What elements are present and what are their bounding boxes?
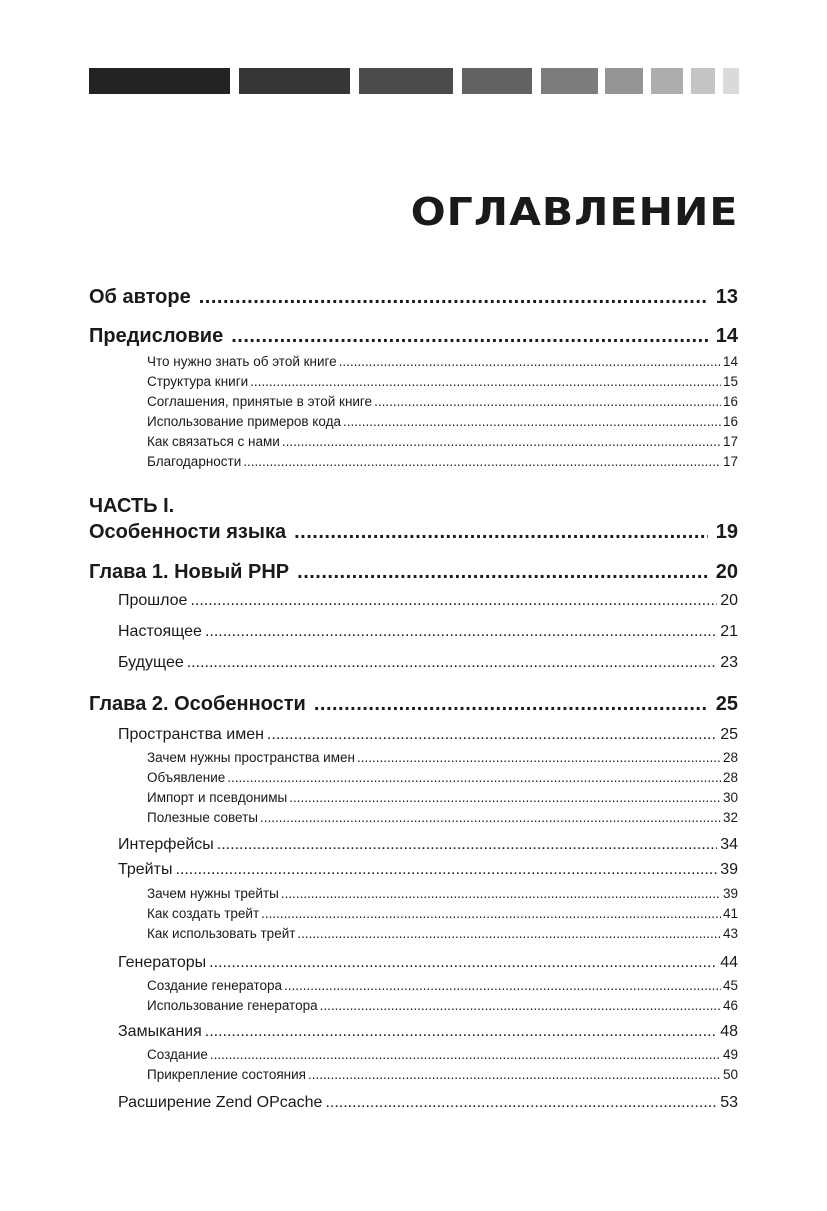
dot-leader bbox=[261, 906, 721, 921]
dot-leader bbox=[267, 726, 717, 744]
toc-entry-page: 41 bbox=[722, 906, 738, 921]
toc-entry-page: 28 bbox=[722, 770, 738, 785]
toc-entry-title: Соглашения, принятые в этой книге bbox=[147, 394, 373, 409]
part-heading: ЧАСТЬ I. bbox=[89, 495, 175, 517]
toc-entry-page: 23 bbox=[720, 654, 738, 671]
toc-entry-title: Создание генератора bbox=[147, 978, 283, 993]
toc-entry[interactable] bbox=[118, 623, 738, 641]
toc-entry[interactable] bbox=[89, 521, 738, 544]
toc-entry[interactable] bbox=[118, 1023, 738, 1041]
toc-entry-title: Использование генератора bbox=[147, 998, 318, 1013]
toc-entry[interactable] bbox=[147, 906, 738, 921]
toc-entry[interactable] bbox=[147, 926, 738, 941]
toc-entry-page: 53 bbox=[720, 1094, 738, 1111]
dot-leader bbox=[314, 693, 708, 716]
toc-entry-title: Глава 1. Новый PHP bbox=[89, 561, 290, 583]
toc-entry-title: Об авторе bbox=[89, 286, 191, 308]
dot-leader bbox=[297, 561, 708, 584]
toc-entry-page: 49 bbox=[722, 1047, 738, 1062]
toc-entry[interactable] bbox=[147, 886, 738, 901]
toc-entry-title: Как создать трейт bbox=[147, 906, 260, 921]
toc-entry-page: 15 bbox=[722, 374, 738, 389]
dot-leader bbox=[308, 1067, 721, 1082]
toc-entry-page: 13 bbox=[715, 286, 738, 308]
dot-leader bbox=[339, 354, 721, 369]
toc-entry[interactable] bbox=[118, 654, 738, 672]
dot-leader bbox=[209, 954, 717, 972]
toc-entry-page: 30 bbox=[722, 790, 738, 805]
toc-entry[interactable] bbox=[118, 1094, 738, 1112]
toc-entry-page: 14 bbox=[715, 325, 738, 347]
dot-leader bbox=[260, 810, 721, 825]
toc-entry-page: 20 bbox=[720, 592, 738, 609]
toc-entry-page: 39 bbox=[722, 886, 738, 901]
toc-entry[interactable] bbox=[118, 954, 738, 972]
dot-leader bbox=[297, 926, 721, 941]
toc-entry-title: Расширение Zend OPcache bbox=[118, 1094, 323, 1111]
dot-leader bbox=[231, 325, 708, 348]
dot-leader bbox=[250, 374, 721, 389]
dot-leader bbox=[281, 886, 721, 901]
dot-leader bbox=[190, 592, 717, 610]
toc-entry-title: Пространства имен bbox=[118, 726, 264, 743]
dot-leader bbox=[217, 836, 717, 854]
dot-leader bbox=[205, 1023, 717, 1041]
toc-entry[interactable] bbox=[147, 998, 738, 1013]
toc-entry-title: Благодарности bbox=[147, 454, 242, 469]
dot-leader bbox=[343, 414, 721, 429]
toc-entry[interactable] bbox=[147, 770, 738, 785]
dot-leader bbox=[282, 434, 721, 449]
toc-entry[interactable] bbox=[147, 978, 738, 993]
toc-entry-page: 16 bbox=[722, 394, 738, 409]
toc-entry-title: Зачем нужны трейты bbox=[147, 886, 279, 901]
toc-entry[interactable] bbox=[147, 1047, 738, 1062]
dot-leader bbox=[227, 770, 721, 785]
dot-leader bbox=[320, 998, 721, 1013]
toc-entry-page: 21 bbox=[720, 623, 738, 640]
toc-entry-title: Генераторы bbox=[118, 954, 207, 971]
toc-entry-title: Прикрепление состояния bbox=[147, 1067, 306, 1082]
toc-entry-page: 46 bbox=[722, 998, 738, 1013]
toc-entry-page: 45 bbox=[722, 978, 738, 993]
toc-entry-page: 20 bbox=[715, 561, 738, 583]
toc-entry-page: 44 bbox=[720, 954, 738, 971]
dot-leader bbox=[210, 1047, 721, 1062]
toc-entry-title: Что нужно знать об этой книге bbox=[147, 354, 337, 369]
toc-entry[interactable] bbox=[118, 836, 738, 854]
toc-entry-title: Глава 2. Особенности bbox=[89, 693, 306, 715]
toc-entry-title: Предисловие bbox=[89, 325, 224, 347]
dot-leader bbox=[284, 978, 721, 993]
toc-entry-page: 39 bbox=[720, 861, 738, 878]
toc-entry[interactable] bbox=[89, 561, 738, 584]
toc-entry[interactable] bbox=[147, 454, 738, 469]
toc-entry-page: 25 bbox=[715, 693, 738, 715]
toc-entry[interactable] bbox=[147, 354, 738, 369]
toc-entry-title: Настоящее bbox=[118, 623, 202, 640]
toc-entry-page: 28 bbox=[722, 750, 738, 765]
toc-entry-title: Объявление bbox=[147, 770, 226, 785]
page-title: ОГЛАВЛЕНИЕ bbox=[411, 190, 739, 234]
toc-entry[interactable] bbox=[147, 414, 738, 429]
toc-entry-page: 17 bbox=[722, 434, 738, 449]
toc-entry-title: Как использовать трейт bbox=[147, 926, 296, 941]
toc-entry-title: Структура книги bbox=[147, 374, 249, 389]
toc-entry-page: 50 bbox=[722, 1067, 738, 1082]
dot-leader bbox=[243, 454, 721, 469]
toc-entry-title: Использование примеров кода bbox=[147, 414, 341, 429]
toc-entry[interactable] bbox=[89, 693, 738, 716]
toc-entry-title: Будущее bbox=[118, 654, 184, 671]
toc-entry[interactable] bbox=[147, 374, 738, 389]
dot-leader bbox=[199, 286, 708, 309]
toc-entry-title: Зачем нужны пространства имен bbox=[147, 750, 355, 765]
toc-entry-title: Импорт и псевдонимы bbox=[147, 790, 288, 805]
toc-entry[interactable] bbox=[147, 1067, 738, 1082]
toc-entry-title: Создание bbox=[147, 1047, 208, 1062]
toc-entry-title: Особенности языка bbox=[89, 521, 287, 543]
toc-entry-page: 25 bbox=[720, 726, 738, 743]
dot-leader bbox=[294, 521, 708, 544]
dot-leader bbox=[357, 750, 721, 765]
dot-leader bbox=[187, 654, 717, 672]
toc-entry-page: 16 bbox=[722, 414, 738, 429]
toc-entry[interactable] bbox=[89, 325, 738, 348]
toc-entry-title: Интерфейсы bbox=[118, 836, 214, 853]
dot-leader bbox=[325, 1094, 717, 1112]
toc-entry[interactable] bbox=[147, 434, 738, 449]
toc-entry-page: 14 bbox=[722, 354, 738, 369]
toc-entry-page: 34 bbox=[720, 836, 738, 853]
toc-entry[interactable] bbox=[89, 286, 738, 309]
toc-entry-page: 17 bbox=[722, 454, 738, 469]
toc-entry-page: 48 bbox=[720, 1023, 738, 1040]
toc-entry-title: Полезные советы bbox=[147, 810, 258, 825]
dot-leader bbox=[289, 790, 721, 805]
toc-entry[interactable] bbox=[147, 750, 738, 765]
toc-entry-title: Прошлое bbox=[118, 592, 188, 609]
toc-entry-page: 32 bbox=[722, 810, 738, 825]
dot-leader bbox=[175, 861, 717, 879]
dot-leader bbox=[205, 623, 717, 641]
toc-entry[interactable] bbox=[118, 861, 738, 879]
toc-entry-title: Замыкания bbox=[118, 1023, 202, 1040]
toc-entry[interactable] bbox=[147, 810, 738, 825]
toc-entry[interactable] bbox=[147, 394, 738, 409]
toc-entry-title: Как связаться с нами bbox=[147, 434, 280, 449]
toc-entry[interactable] bbox=[147, 790, 738, 805]
toc-entry-title: Трейты bbox=[118, 861, 173, 878]
dot-leader bbox=[374, 394, 721, 409]
toc-entry-page: 19 bbox=[715, 521, 738, 543]
toc-entry[interactable] bbox=[118, 592, 738, 610]
toc-entry-page: 43 bbox=[722, 926, 738, 941]
toc-entry[interactable] bbox=[118, 726, 738, 744]
